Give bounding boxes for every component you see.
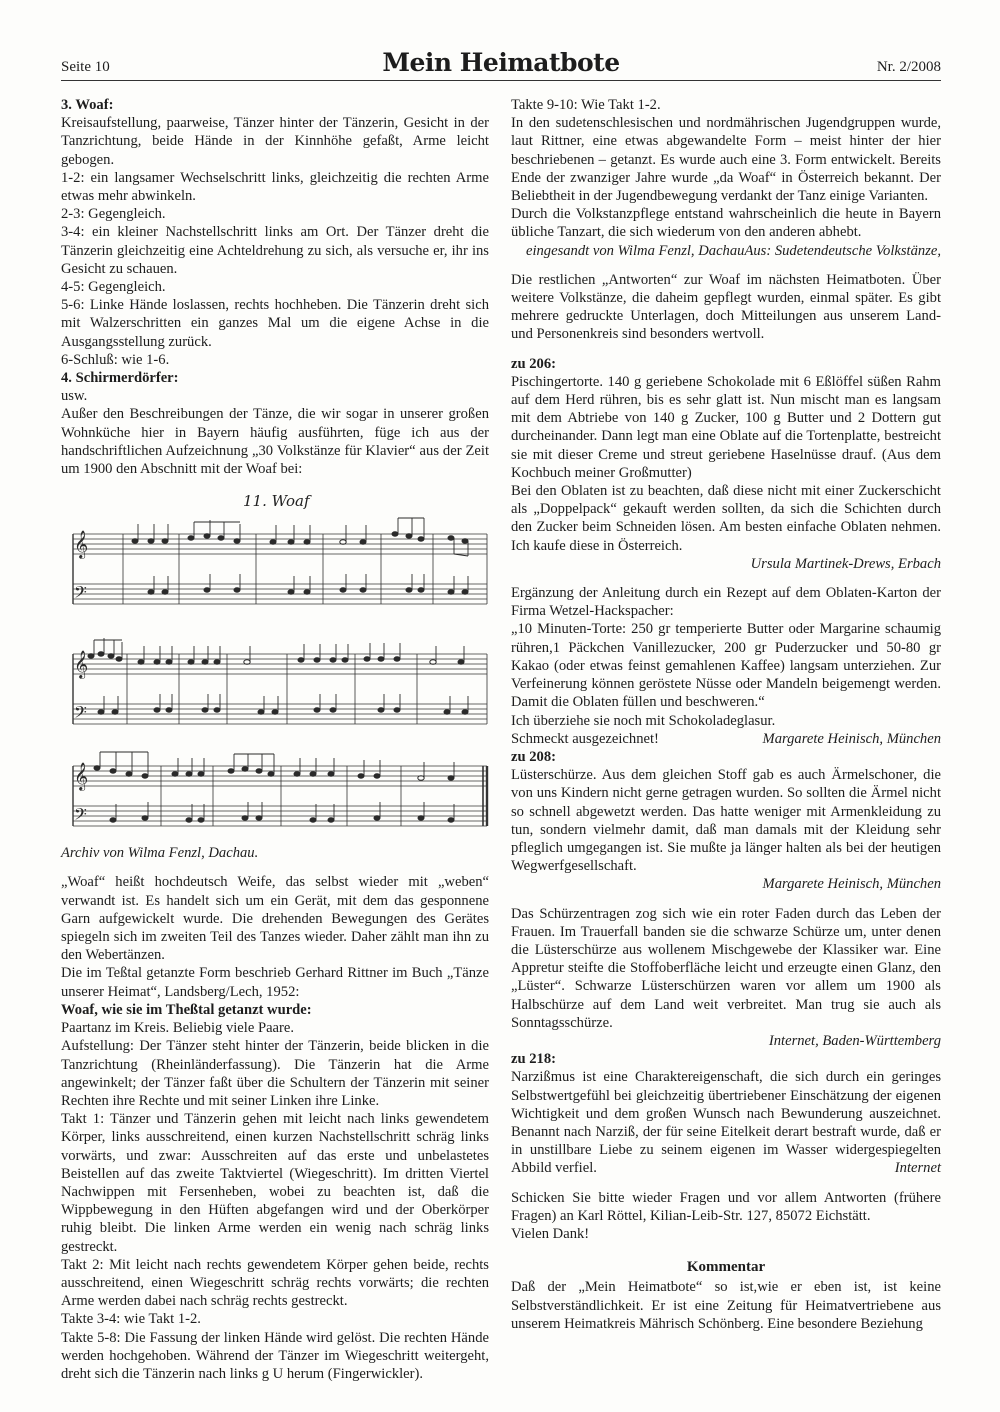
signature: Margarete Heinisch, München (762, 876, 941, 893)
paragraph: In den sudetenschlesischen und nordmährischen Jugendgruppen wurde, laut Rittner, eine etwas abgewandelte Form – meist hinter der hier beschriebenen – getanzt. Es wurde auch eine 3. Form entwickelt. Bereits Ende der zwanziger Jahre wurde „da Woaf“ in Österreich bekannt. Der Beliebtheit in der Jugendbewegung verdankt der Tanz einige Varianten. (511, 115, 941, 205)
right-column (511, 96, 941, 1333)
paragraph: Takte 5-8: Die Fassung der linken Hände wird gelöst. Die rechten Hände werden hochgehoben. Während der Tänzer im Wiegeschritt weitergeht, dreht sich die Tänzerin nach links g U herum (Fingerwickler). (61, 1329, 489, 1382)
svg-text:𝄢: 𝄢 (74, 804, 87, 829)
section-heading: 4. Schirmerdörfer: (61, 370, 179, 387)
section-heading: Woaf, wie sie im Theßtal getanzt wurde: (61, 1001, 312, 1018)
paragraph: 4-5: Gegengleich. (61, 279, 166, 296)
paragraph: Takte 3-4: wie Takt 1-2. (61, 1311, 201, 1328)
paragraph: Lüsterschürze. Aus dem gleichen Stoff gab es auch Ärmelschoner, die von uns Kindern nicht gerne getragen wurden. So sollten die Ärmel nicht so schnell abgewetzt werden. Das hatte weniger mit Armenkleidung zu tun, sondern vielmehr damit, daß man damals mit der Kleidung sehr pfleglich umgegangen ist. Sie mußte ja länger halten als bei der heutigen Wegwerfgesellschaft. (511, 767, 941, 875)
svg-text:𝄢: 𝄢 (74, 702, 87, 727)
signature: Ursula Martinek-Drews, Erbach (750, 555, 941, 572)
page-number: Seite 10 (61, 59, 110, 75)
paragraph: Takt 2: Mit leicht nach rechts gewendetem Körper gehen beide, rechts ausschreitend, einen Wiegeschritt schräg rechts vorwärts; die rechten Arme werden dabei nach schräg rechts gestreckt. (61, 1256, 489, 1310)
paragraph: Kreisaufstellung, paarweise, Tänzer hinter der Tänzerin, Gesicht in der Tanzrichtung, beide Hände in der Kinnhöhe gefaßt, Arme leicht gebogen. (61, 115, 489, 168)
source-note: Aus: Sudetendeutsche Volkstänze, (744, 242, 941, 259)
section-heading: zu 218: (511, 1051, 556, 1068)
paragraph: 1-2: ein langsamer Wechselschritt links, gleichzeitig die rechten Arme etwas mehr abwinkeln. (61, 169, 489, 205)
paragraph: Takt 1: Tänzer und Tänzerin gehen mit leicht nach links gewendetem Körper, links ausschreitend, einen kurzen Nachstellschritt schräg links vorwärts, und zwar: Ausschreiten auf das erste und unbelastetes Beistellen auf das zweite Taktviertel (Wiegeschritt). Im dritten Viertel Nachwippen mit Fersenheben, wobei zu beachten ist, daß die Wippbewegung in den Hüften abgefangen wird und der Oberkörper ruhig bleibt. Die linken Arme werden ein wenig nach schräg links gestreckt. (61, 1111, 489, 1255)
svg-text:𝄞: 𝄞 (74, 530, 89, 559)
paragraph: Schmeckt ausgezeichnet! (511, 730, 659, 747)
section-heading: 3. Woaf: (61, 97, 114, 113)
paragraph-text: Narzißmus ist eine Charaktereigenschaft, die sich durch ein geringes Selbstwertgefühl bei gleichzeitig übertriebener Einschätzung der eigenen Wichtigkeit und dem großen Wunsch nach Bewunderung auszeichnet. Benannt nach Narziß, der für seine Eitelkeit derart bestraft wurde, daß er in unstillbare Liebe zu seinem eigenen im Wasser widergespiegelten Abbild verfiel. (511, 1069, 941, 1177)
paragraph: Bei den Oblaten ist zu beachten, daß diese nicht mit einer Zuckerschicht als „Doppelpack“ gekauft werden sollten, da sich die Schichten durch den Zucker beim Schneiden lösen. Am besten einfache Oblaten nehmen. Ich kaufe diese in Österreich. (511, 483, 941, 554)
svg-text:𝄞: 𝄞 (74, 762, 89, 791)
issue-number: Nr. 2/2008 (876, 59, 941, 75)
section-heading: zu 206: (511, 355, 556, 372)
paragraph: Vielen Dank! (511, 1225, 590, 1242)
paragraph: 5-6: Linke Hände loslassen, rechts hochheben. Die Tänzerin dreht sich mit Walzerschritten ein ganzes Mal um die eigene Achse in die Ausgangsstellung zurück. (61, 297, 489, 350)
paragraph: „10 Minuten-Torte: 250 gr temperierte Butter oder Margarine schaumig rühren,1 Päckchen Vanillezucker, 200 gr Puderzucker und 50-80 gr Kakao (oder etwas feinst gemahlenen Kaffee) langsam unterziehen. Zur Verfeinerung können geröstete Nüsse oder Mandeln beigemengt werden. Damit die Oblaten füllen und beschweren.“ (511, 621, 941, 711)
paragraph: usw. (61, 388, 88, 405)
sheet-music-image (61, 484, 489, 836)
paragraph: Paartanz im Kreis. Beliebig viele Paare. (61, 1020, 295, 1037)
paragraph: Ich überziehe sie noch mit Schokoladeglasur. (511, 712, 776, 729)
paragraph (511, 1068, 941, 1177)
kommentar-heading: Kommentar (686, 1259, 766, 1276)
paragraph: 6-Schluß: wie 1-6. (61, 351, 170, 368)
masthead-logo: Mein Heimatbote (382, 48, 620, 77)
paragraph-text: Durch die Volkstanzpflege entstand wahrscheinlich die heute in Bayern übliche Tanzart, die sich wiederum von den anderen abhebt. (511, 206, 941, 241)
paragraph: 3-4: ein kleiner Nachstellschritt links am Ort. Der Tänzer dreht die Tänzerin gleichzeitig eine Achteldrehung zu sich, als versuche er, ihr ins Gesicht zu schauen. (61, 224, 489, 277)
paragraph: Aufstellung: Der Tänzer steht hinter der Tänzerin, beide blicken in die Tanzrichtung (Rheinländerfassung). Die Tänzerin hat die Arme angewinkelt; der Tänzer faßt über die Schultern der Tänzerin mit seiner Rechten ihre Rechte und mit seiner Linken ihre Linke. (61, 1038, 489, 1109)
paragraph: Das Schürzentragen zog sich wie ein roter Faden durch das Leben der Frauen. Im Trauerfall banden sie die schwarze Schürze um, unter denen die Lüsterschürze aus wollenem Mischgewebe der Klassiker war. Eine Appretur steifte die Stoffoberfläche leicht und erzeugte einen Glanz, den „Lüster“. Schwarze Lüsterschürzen waren vor allem um 1900 als Halbschürze auf dem Land weit verbreitet. Man trug sie auch als Sonntagsschürze. (511, 905, 941, 1031)
score-title: 11. Woaf (243, 492, 310, 511)
paragraph: Die im Teßtal getanzte Form beschrieb Gerhard Rittner im Buch „Tänze unserer Heimat“, Landsberg/Lech, 1952: (61, 965, 489, 1000)
paragraph: Schicken Sie bitte wieder Fragen und vor allem Antworten (frühere Fragen) an Karl Röttel, Kilian-Leib-Str. 127, 85072 Eichstätt. (511, 1189, 941, 1224)
signature: Internet (894, 1160, 941, 1177)
page-header (61, 44, 941, 81)
paragraph: Die restlichen „Antworten“ zur Woaf im nächsten Heimatboten. Über weitere Volkstänze, die daheim gepflegt wurden, einmal später. Es gibt mehrere gedruckte Unterlagen, doch Mitteilungen aus unserem Land- und Personenkreis sind besonders wertvoll. (511, 271, 941, 343)
signature: Internet, Baden-Württemberg (768, 1032, 941, 1049)
paragraph: Pischingertorte. 140 g geriebene Schokolade mit 6 Eßlöffel süßen Rahm auf dem Herd rühren, bis es sehr glatt ist. Nun mischt man es langsam mit dem Abtriebe von 140 g Zucker, 100 g Butter und 2 Dottern gut durcheinander. Dann legt man eine Oblate auf die Tortenplatte, bestreicht sie mit dieser Creme und streut geriebene Haselnüsse drauf. (Aus dem Kochbuch meiner Großmutter) (511, 373, 941, 481)
signature-line (511, 730, 941, 748)
score-caption: Archiv von Wilma Fenzl, Dachau. (61, 845, 259, 862)
paragraph: Daß der „Mein Heimatbote“ so ist,wie er eben ist, ist keine Selbstverständlichkeit. Er ist eine Zeitung für Heimatvertriebene aus unserem Heimatkreis Mährisch Schönberg. Eine besondere Beziehung (511, 1279, 941, 1332)
svg-text:𝄢: 𝄢 (74, 582, 87, 607)
section-heading: zu 208: (511, 748, 556, 765)
paragraph: „Woaf“ heißt hochdeutsch Weife, das selbst wieder mit „weben“ verwandt ist. Es handelt sich um ein Gerät, mit dem das gesponnene Garn aufgewickelt wurde. Die drehenden Bewegungen des Gerätes spiegeln sich im zweiten Teil des Tanzes wieder. Daher zählt man ihn zu den Webertänzen. (61, 874, 489, 964)
paragraph: 2-3: Gegengleich. (61, 206, 166, 223)
signature: eingesandt von Wilma Fenzl, Dachau (525, 242, 745, 259)
paragraph: Ergänzung der Anleitung durch ein Rezept auf dem Oblaten-Karton der Firma Wetzel-Hackspacher: (511, 585, 941, 620)
left-column (61, 96, 489, 1383)
svg-text:𝄞: 𝄞 (74, 650, 89, 679)
signature: Margarete Heinisch, München (762, 730, 941, 747)
paragraph: Außer den Beschreibungen der Tänze, die wir sogar in unserer großen Wohnküche hier in Bayern häufig ausführten, füge ich aus der handschriftlichen Aufzeichnung „30 Volkstänze für Klavier“ aus der Zeit um 1900 den Abschnitt mit der Woaf bei: (61, 406, 489, 478)
paragraph: Takte 9-10: Wie Takt 1-2. (511, 97, 661, 113)
